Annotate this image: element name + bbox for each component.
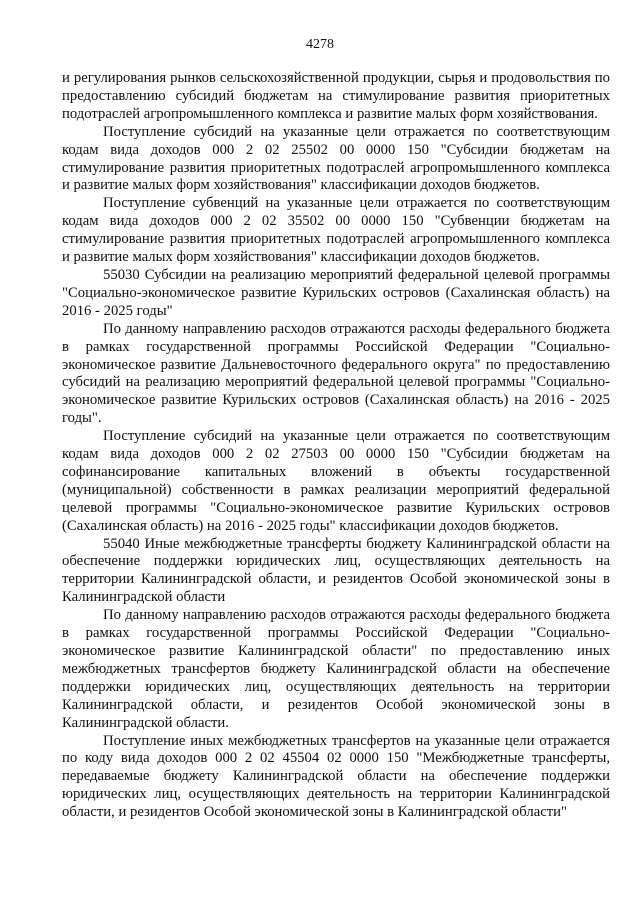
paragraph: и регулирования рынков сельскохозяйственной продукции, сырья и продовольствия по предоставлению субсидий бюджетам на стимулирование развития приоритетных подотраслей агропромышленного комплекса и развитие малых форм хозяйствования. (62, 70, 610, 122)
paragraph: По данному направлению расходов отражаются расходы федерального бюджета в рамках государственной программы Российской Федерации "Социально-экономическое развитие Дальневосточного федерального округа" по предоставлению субсидий на реализацию мероприятий федеральной целевой программы "Социально-экономическое развитие Курильских островов (Сахалинская область) на 2016 - 2025 годы". (62, 320, 610, 427)
document-body (62, 70, 610, 822)
section-heading-55030: 55030 Субсидии на реализацию мероприятий федеральной целевой программы "Социально-экономическое развитие Курильских островов (Сахалинская область) на 2016 - 2025 годы" (62, 266, 610, 319)
paragraph: Поступление субвенций на указанные цели отражается по соответствующим кодам вида доходов 000 2 02 35502 00 0000 150 "Субвенции бюджетам на стимулирование развития приоритетных подотраслей агропромышленного комплекса и развитие малых форм хозяйствования" классификации доходов бюджетов. (62, 195, 610, 266)
paragraph: Поступление субсидий на указанные цели отражается по соответствующим кодам вида доходов 000 2 02 27503 00 0000 150 "Субсидии бюджетам на софинансирование капитальных вложений в объекты государственной (муниципальной) собственности в рамках реализации мероприятий федеральной целевой программы "Социально-экономическое развитие Курильских островов (Сахалинская область) на 2016 - 2025 годы" классификации доходов бюджетов. (62, 428, 610, 534)
paragraph: Поступление субсидий на указанные цели отражается по соответствующим кодам вида доходов 000 2 02 25502 00 0000 150 "Субсидии бюджетам на стимулирование развития приоритетных подотраслей агропромышленного комплекса и развитие малых форм хозяйствования" классификации доходов бюджетов. (62, 123, 610, 194)
paragraph: Поступление иных межбюджетных трансфертов на указанные цели отражается по коду вида доходов 000 2 02 45504 02 0000 150 "Межбюджетные трансферты, передаваемые бюджету Калининградской области на обеспечение поддержки юридических лиц, осуществляющих деятельность на территории Калининградской области, и резидентов Особой экономической зоны в Калининградской области" (62, 732, 610, 821)
page-number: 4278 (306, 37, 334, 52)
paragraph: По данному направлению расходов отражаются расходы федерального бюджета в рамках государственной программы Российской Федерации "Социально-экономическое развитие Калининградской области" по предоставлению иных межбюджетных трансфертов бюджету Калининградской области на обеспечение поддержки юридических лиц, осуществляющих деятельность на территории Калининградской области, и резидентов Особой экономической зоны в Калининградской области. (62, 607, 610, 731)
section-heading-55040: 55040 Иные межбюджетные трансферты бюджету Калининградской области на обеспечение поддержки юридических лиц, осуществляющих деятельность на территории Калининградской области, и резидентов Особой экономической зоны в Калининградской области (62, 535, 610, 606)
